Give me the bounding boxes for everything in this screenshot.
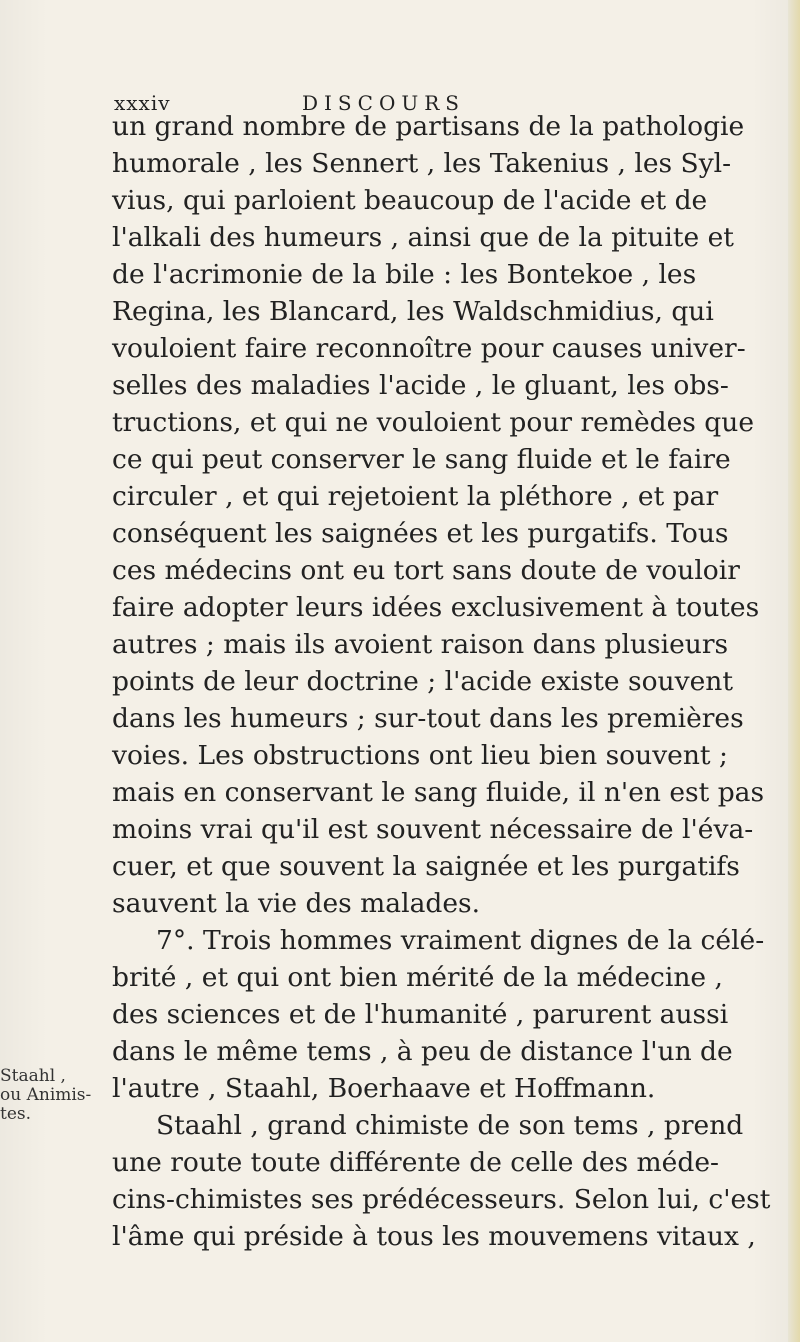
running-title: DISCOURS (302, 91, 465, 115)
text-line: Regina, les Blancard, les Waldschmidius, qui (112, 296, 714, 327)
text-line: dans le même tems , à peu de distance l'un de (112, 1036, 733, 1067)
text-line: brité , et qui ont bien mérité de la médecine , (112, 962, 723, 993)
page-number: xxxiv (114, 91, 171, 115)
text-line: des sciences et de l'humanité , parurent aussi (112, 999, 729, 1030)
text-line: un grand nombre de partisans de la pathologie (112, 111, 745, 142)
text-line: de l'acrimonie de la bile : les Bontekoe , les (112, 259, 697, 290)
text-line: mais en conservant le sang fluide, il n'en est pas (112, 777, 765, 808)
page-edge (788, 0, 800, 1342)
text-line: voies. Les obstructions ont lieu bien souvent ; (112, 740, 728, 771)
text-line: cins-chimistes ses prédécesseurs. Selon lui, c'est (112, 1184, 771, 1215)
text-line: faire adopter leurs idées exclusivement à toutes (112, 592, 760, 623)
text-line: selles des maladies l'acide , le gluant, les obs- (112, 370, 729, 401)
marginal-note (0, 1067, 104, 1124)
text-line: circuler , et qui rejetoient la pléthore , et par (112, 481, 719, 512)
marginal-note-line: ou Animis- (0, 1085, 92, 1105)
text-line: moins vrai qu'il est souvent nécessaire de l'éva- (112, 814, 754, 845)
text-line: vius, qui parloient beaucoup de l'acide et de (112, 185, 708, 216)
text-line: l'âme qui préside à tous les mouvemens vitaux , (112, 1221, 756, 1252)
text-line: ces médecins ont eu tort sans doute de vouloir (112, 555, 740, 586)
text-line: points de leur doctrine ; l'acide existe souvent (112, 666, 733, 697)
paragraph-start-line: 7°. Trois hommes vraiment dignes de la célé- (156, 925, 765, 956)
text-line: sauvent la vie des malades. (112, 888, 481, 919)
text-line: une route toute différente de celle des méde- (112, 1147, 719, 1178)
paragraph-start-line: Staahl , grand chimiste de son tems , prend (156, 1110, 744, 1141)
text-line: autres ; mais ils avoient raison dans plusieurs (112, 629, 729, 660)
text-line: cuer, et que souvent la saignée et les purgatifs (112, 851, 740, 882)
main-text (112, 108, 771, 1255)
text-line: tructions, et qui ne vouloient pour remèdes que (112, 407, 755, 438)
text-line: dans les humeurs ; sur-tout dans les premières (112, 703, 744, 734)
text-line: ce qui peut conserver le sang fluide et le faire (112, 444, 731, 475)
text-line: conséquent les saignées et les purgatifs. Tous (112, 518, 729, 549)
text-line: l'alkali des humeurs , ainsi que de la pituite et (112, 222, 734, 253)
marginal-note-line: tes. (0, 1104, 32, 1124)
marginal-note-line: Staahl , (0, 1066, 66, 1086)
text-line: l'autre , Staahl, Boerhaave et Hoffmann. (112, 1073, 656, 1104)
text-line: humorale , les Sennert , les Takenius , les Syl- (112, 148, 732, 179)
text-line: vouloient faire reconnoître pour causes univer- (112, 333, 746, 364)
